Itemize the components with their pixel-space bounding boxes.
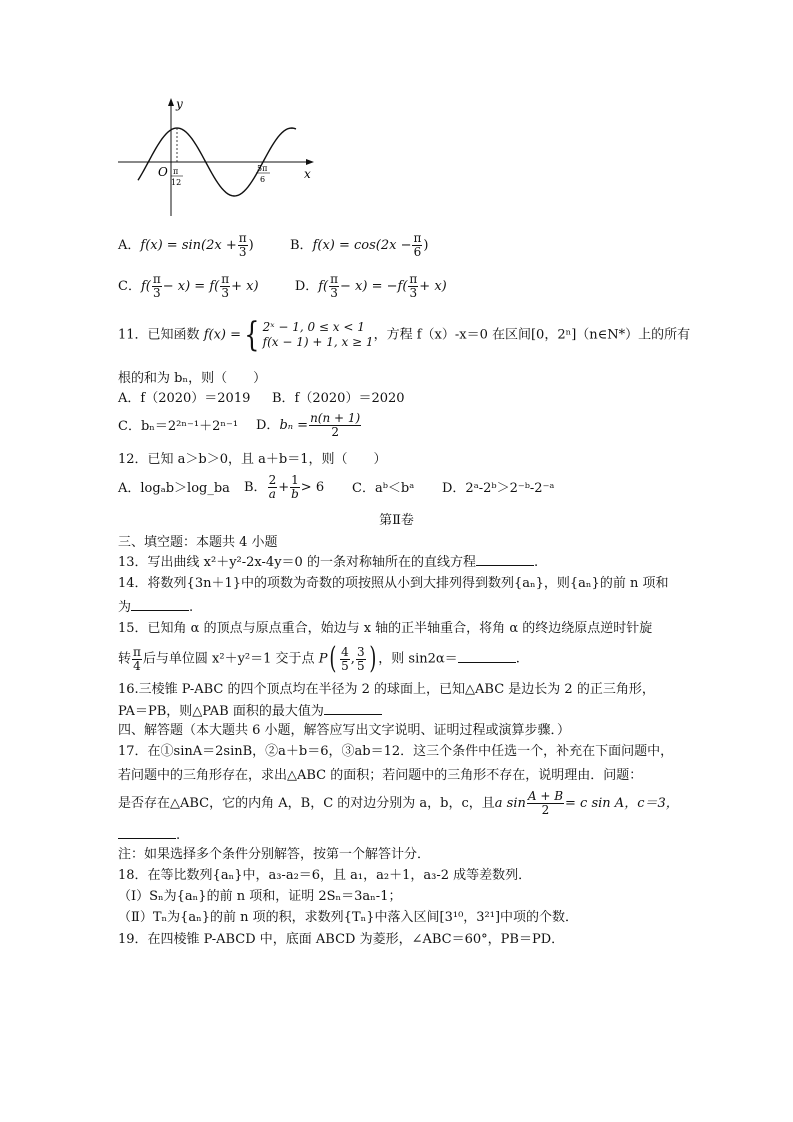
- q12-option-c: C．aᵇ＜bᵃ: [352, 481, 415, 496]
- q17-line2: 若问题中的三角形存在，求出△ABC 的面积；若问题中的三角形不存在，说明理由．问题：: [118, 768, 643, 783]
- q12-option-a: A．logₐb＞log_ba: [118, 481, 230, 496]
- q11-option-b: B．f（2020）＝2020: [272, 391, 405, 406]
- q17-blank: .: [118, 826, 180, 845]
- q12-option-d: D．2ᵃ-2ᵇ＞2⁻ᵇ-2⁻ᵃ: [442, 481, 555, 496]
- q17-line3: 是否存在△ABC，它的内角 A，B，C 的对边分别为 a，b，c，且a sin $\frac{A + B}{2}$ = c sin A，c＝3，: [118, 789, 679, 817]
- y-axis-arrow: [168, 98, 174, 106]
- fill-heading: 三、填空题：本题共 4 小题: [118, 535, 278, 550]
- tick1-num: π: [173, 167, 179, 176]
- x-axis-arrow: [306, 159, 314, 165]
- q10-row1: A．f(x) = sin(2x + $\frac{\pi}{3}$ ) B．f(x) = cos(2x − $\frac{\pi}{6}$ ): [118, 231, 429, 259]
- q14-line2: 为 .: [118, 600, 194, 615]
- x-axis-label: x: [304, 167, 311, 181]
- q17-line1: 17．在①sinA＝2sinB，②a＋b＝6，③ab＝12．这三个条件中任选一个，补充在下面问题中，: [118, 744, 674, 759]
- y-axis-label: y: [176, 97, 183, 111]
- q18-line3: （Ⅱ）Tₙ为{aₙ}的前 n 项的积，求数列{Tₙ}中落入区间[3¹⁰，3²¹]中项的个数．: [118, 910, 579, 925]
- q13: 13．写出曲线 x²＋y²-2x-4y＝0 的一条对称轴所在的直线方程 .: [118, 555, 539, 570]
- q18-line1: 18．在等比数列{aₙ}中，a₃-a₂＝6，且 a₁，a₂＋1，a₃-2 成等差数列．: [118, 868, 532, 883]
- q11-line2: 根的和为 bₙ，则（ ）: [118, 371, 267, 386]
- tick2-den: 6: [260, 175, 266, 184]
- q14-line1: 14．将数列{3n＋1}中的项数为奇数的项按照从小到大排列得到数列{aₙ}，则{aₙ}的前 n 项和: [118, 576, 669, 591]
- section-title: 第Ⅱ卷: [379, 513, 414, 528]
- q11-option-c: C．bₙ＝2²ⁿ⁻¹＋2ⁿ⁻¹: [118, 419, 239, 434]
- q15-line2: 转 $\frac{\pi}{4}$ 后与单位圆 x²＋y²＝1 交于点 P( $\frac{4}{5}$ , $\frac{3}{5}$ ) ，则 sin2α＝ .: [118, 641, 520, 676]
- q16-line1: 16.三棱锥 P-ABC 的四个顶点均在半径为 2 的球面上，已知△ABC 是边长为 2 的正三角形，: [118, 682, 655, 697]
- q11-option-a: A．f（2020）＝2019: [118, 391, 251, 406]
- tick2-num: 5π: [257, 164, 268, 173]
- solve-heading: 四、解答题（本大题共 6 小题，解答应写出文字说明、证明过程或演算步骤．）: [118, 723, 571, 738]
- q16-line2: PA＝PB，则△PAB 面积的最大值为: [118, 702, 382, 721]
- q18-line2: （Ⅰ）Sₙ为{aₙ}的前 n 项和，证明 2Sₙ＝3aₙ-1；: [118, 889, 402, 904]
- q15-line1: 15．已知角 α 的顶点与原点重合，始边与 x 轴的正半轴重合，将角 α 的终边绕原点逆时针旋: [118, 621, 653, 636]
- sine-graph: [118, 96, 318, 218]
- q11-stem: 11．已知函数 f(x) ={ 2ˣ − 1, 0 ≤ x < 1 f(x − 1) + 1, x ≥ 1 ，方程 f（x）-x＝0 在区间[0，2ⁿ]（n∈N*）上的所有: [118, 315, 691, 355]
- q19: 19．在四棱锥 P-ABCD 中，底面 ABCD 为菱形，∠ABC＝60°，PB＝PD．: [118, 932, 565, 947]
- q11-option-d: D．bₙ = $\frac{n(n + 1)}{2}$: [256, 411, 361, 439]
- q12-stem: 12．已知 a＞b＞0，且 a＋b＝1，则（ ）: [118, 452, 387, 467]
- q12-option-b: B． $\frac{2}{a}$ + $\frac{1}{b}$ > 6: [244, 473, 325, 501]
- origin-label: O: [158, 165, 168, 179]
- tick1-den: 12: [171, 178, 182, 187]
- q10-row2: C．f( $\frac{\pi}{3}$ − x) = f( $\frac{\pi}{3}$ + x) D．f( $\frac{\pi}{3}$ − x) = −f( $\frac{\pi}{3}$ + x): [118, 272, 447, 300]
- note: 注：如果选择多个条件分别解答，按第一个解答计分．: [118, 847, 431, 862]
